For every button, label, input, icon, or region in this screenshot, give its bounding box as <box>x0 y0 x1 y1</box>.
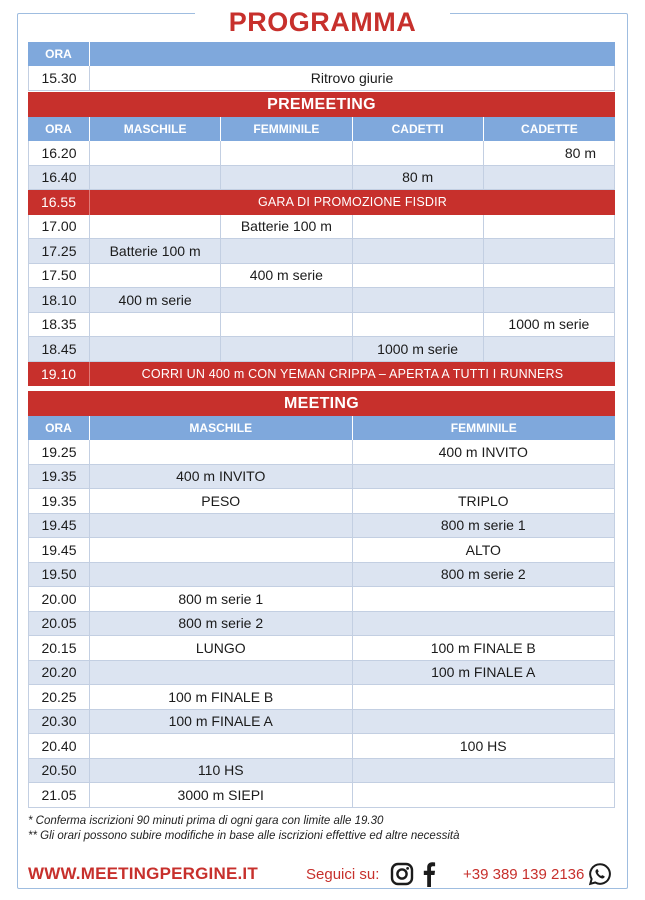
time-cell: 19.50 <box>28 563 90 588</box>
femminile-cell: 400 m INVITO <box>353 440 616 465</box>
femminile-cell <box>353 685 616 710</box>
time-cell: 17.25 <box>28 239 90 264</box>
table-row <box>28 440 615 465</box>
website-link[interactable]: WWW.MEETINGPERGINE.IT <box>28 864 258 883</box>
header-empty <box>90 42 615 66</box>
time-cell: 16.20 <box>28 141 90 166</box>
table-row <box>28 66 615 91</box>
maschile-cell: Batterie 100 m <box>90 239 221 264</box>
time-cell: 19.45 <box>28 538 90 563</box>
table-row <box>28 636 615 661</box>
footer <box>28 858 615 890</box>
table-row <box>28 710 615 735</box>
event-cell: Ritrovo giurie <box>90 66 615 91</box>
table-row <box>28 661 615 686</box>
maschile-cell: 100 m FINALE A <box>90 710 353 735</box>
cadetti-cell <box>353 313 484 338</box>
time-cell: 19.35 <box>28 489 90 514</box>
table-row <box>28 215 615 240</box>
header-cadetti: CADETTI <box>353 117 484 141</box>
maschile-cell <box>90 734 353 759</box>
premeeting-header-row <box>28 117 615 141</box>
time-cell: 21.05 <box>28 783 90 808</box>
time-cell: 19.35 <box>28 465 90 490</box>
time-cell: 19.45 <box>28 514 90 539</box>
cadetti-cell: 80 m <box>353 166 484 191</box>
femminile-cell <box>353 783 616 808</box>
femminile-cell <box>221 141 352 166</box>
facebook-icon[interactable] <box>422 861 436 887</box>
femminile-cell <box>353 759 616 784</box>
premeeting-table <box>28 92 615 386</box>
table-row <box>28 264 615 289</box>
title-bar <box>17 2 628 42</box>
time-cell: 19.10 <box>28 362 90 387</box>
table-row <box>28 538 615 563</box>
cadetti-cell <box>353 264 484 289</box>
table-row <box>28 734 615 759</box>
maschile-cell: 400 m serie <box>90 288 221 313</box>
femminile-cell: 800 m serie 2 <box>353 563 616 588</box>
time-cell: 20.15 <box>28 636 90 661</box>
header-femminile: FEMMINILE <box>450 421 517 435</box>
cadetti-cell <box>353 215 484 240</box>
time-cell: 20.50 <box>28 759 90 784</box>
time-cell: 20.00 <box>28 587 90 612</box>
time-cell: 18.10 <box>28 288 90 313</box>
time-cell: 20.20 <box>28 661 90 686</box>
cadette-cell: 1000 m serie <box>484 313 615 338</box>
femminile-cell: 800 m serie 1 <box>353 514 616 539</box>
meeting-title: MEETING <box>28 391 615 416</box>
time-cell: 15.30 <box>28 66 90 91</box>
whatsapp-icon[interactable] <box>588 862 612 886</box>
maschile-cell <box>90 661 353 686</box>
meeting-rows <box>28 440 615 808</box>
femminile-cell <box>221 337 352 362</box>
special-event-row <box>28 362 615 387</box>
table-row <box>28 239 615 264</box>
cadette-cell: 80 m <box>484 141 615 166</box>
femminile-cell <box>221 288 352 313</box>
header-maschile: MASCHILE <box>90 117 221 141</box>
femminile-cell: 100 HS <box>353 734 616 759</box>
maschile-cell: 400 m INVITO <box>90 465 353 490</box>
time-cell: 18.35 <box>28 313 90 338</box>
cadette-cell <box>484 264 615 289</box>
notes <box>28 814 459 844</box>
table-row <box>28 612 615 637</box>
time-cell: 20.25 <box>28 685 90 710</box>
cadetti-cell <box>353 141 484 166</box>
time-cell: 17.50 <box>28 264 90 289</box>
time-cell: 20.40 <box>28 734 90 759</box>
intro-table <box>28 42 615 91</box>
time-cell: 20.05 <box>28 612 90 637</box>
femminile-cell <box>353 465 616 490</box>
phone-number[interactable]: +39 389 139 2136 <box>463 865 585 883</box>
header-maschile: MASCHILE <box>90 416 353 440</box>
premeeting-title: PREMEETING <box>28 92 615 117</box>
time-cell: 20.30 <box>28 710 90 735</box>
header-ora: ORA <box>28 42 90 66</box>
table-row <box>28 563 615 588</box>
header-ora: ORA <box>28 117 90 141</box>
femminile-cell <box>221 313 352 338</box>
femminile-cell <box>353 587 616 612</box>
table-row <box>28 141 615 166</box>
femminile-cell: 400 m serie <box>221 264 352 289</box>
special-event-label: CORRI UN 400 m CON YEMAN CRIPPA – APERTA A TUTTI I RUNNERS <box>141 366 564 381</box>
table-row <box>28 337 615 362</box>
cadette-cell <box>484 288 615 313</box>
maschile-cell <box>90 440 353 465</box>
page-title: PROGRAMMA <box>195 7 451 38</box>
femminile-cell <box>221 166 352 191</box>
special-event-label: GARA DI PROMOZIONE FISDIR <box>257 195 448 210</box>
maschile-cell <box>90 141 221 166</box>
time-cell: 18.45 <box>28 337 90 362</box>
table-row <box>28 759 615 784</box>
table-row <box>28 166 615 191</box>
header-cadette: CADETTE <box>521 122 578 136</box>
note-line: * Conferma iscrizioni 90 minuti prima di ogni gara con limite alle 19.30 <box>28 815 384 827</box>
cadetti-cell <box>353 239 484 264</box>
cadetti-cell <box>353 288 484 313</box>
table-row <box>28 489 615 514</box>
maschile-cell <box>90 313 221 338</box>
maschile-cell: PESO <box>90 489 353 514</box>
meeting-header-row <box>28 416 615 440</box>
maschile-cell <box>90 337 221 362</box>
femminile-cell: 100 m FINALE A <box>353 661 616 686</box>
maschile-cell <box>90 514 353 539</box>
maschile-cell <box>90 538 353 563</box>
maschile-cell: 800 m serie 1 <box>90 587 353 612</box>
cadette-cell <box>484 337 615 362</box>
follow-label: Seguici su: <box>306 865 380 883</box>
maschile-cell: 3000 m SIEPI <box>90 783 353 808</box>
maschile-cell: 100 m FINALE B <box>90 685 353 710</box>
table-row <box>28 288 615 313</box>
maschile-cell: 800 m serie 2 <box>90 612 353 637</box>
maschile-cell: 110 HS <box>90 759 353 784</box>
femminile-cell <box>221 239 352 264</box>
cadette-cell <box>484 215 615 240</box>
time-cell: 16.40 <box>28 166 90 191</box>
femminile-cell <box>353 710 616 735</box>
instagram-icon[interactable] <box>390 862 414 886</box>
intro-header-row <box>28 42 615 66</box>
cadetti-cell: 1000 m serie <box>353 337 484 362</box>
cadette-cell <box>484 166 615 191</box>
header-ora: ORA <box>28 416 90 440</box>
table-row <box>28 587 615 612</box>
table-row <box>28 783 615 808</box>
header-femminile: FEMMINILE <box>221 117 352 141</box>
femminile-cell: Batterie 100 m <box>221 215 352 240</box>
special-event-row <box>28 190 615 215</box>
time-cell: 19.25 <box>28 440 90 465</box>
femminile-cell: TRIPLO <box>353 489 616 514</box>
table-row <box>28 465 615 490</box>
maschile-cell: LUNGO <box>90 636 353 661</box>
time-cell: 16.55 <box>28 190 90 215</box>
maschile-cell <box>90 215 221 240</box>
time-cell: 17.00 <box>28 215 90 240</box>
meeting-table <box>28 391 615 808</box>
maschile-cell <box>90 563 353 588</box>
femminile-cell: ALTO <box>353 538 616 563</box>
femminile-cell: 100 m FINALE B <box>353 636 616 661</box>
maschile-cell <box>90 264 221 289</box>
table-row <box>28 685 615 710</box>
maschile-cell <box>90 166 221 191</box>
cadette-cell <box>484 239 615 264</box>
table-row <box>28 514 615 539</box>
femminile-cell <box>353 612 616 637</box>
table-row <box>28 313 615 338</box>
note-line: ** Gli orari possono subire modifiche in base alle iscrizioni effettive ed altre necessità <box>28 830 460 842</box>
